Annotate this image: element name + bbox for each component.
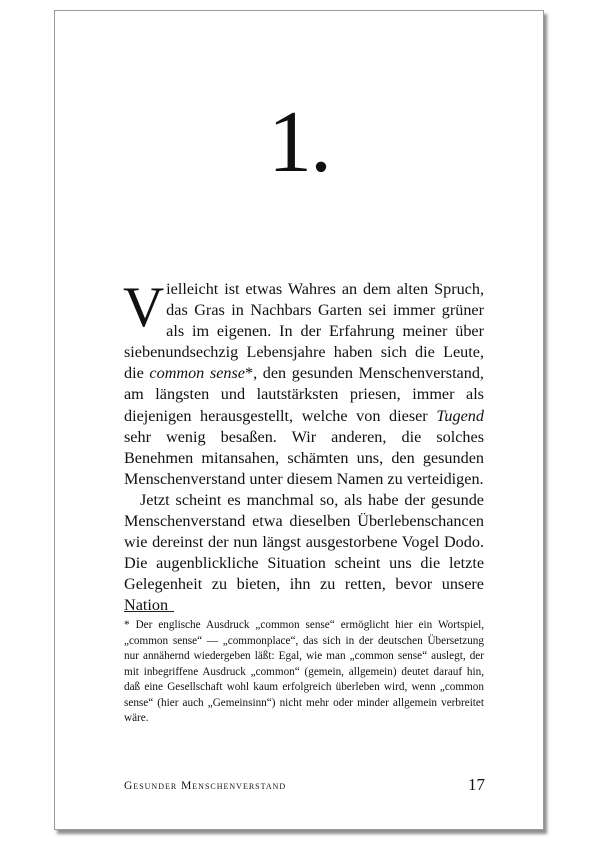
footnote-divider — [124, 611, 174, 612]
paragraph-1-text-b: , den gesunden Menschenverstand, am längsten und lautstärksten priesen, immer als diejenigen herausgestellt, welche von dieser — [124, 364, 484, 425]
footnote-reference: * — [244, 364, 254, 383]
chapter-number: 1. — [268, 94, 330, 191]
footnote — [124, 618, 484, 727]
emphasis-common-sense: common sense — [149, 364, 245, 383]
book-page — [54, 10, 544, 830]
page-number: 17 — [468, 775, 485, 794]
emphasis-tugend: Tugend — [436, 406, 484, 425]
paragraph-1 — [123, 276, 484, 490]
footnote-text: Der englische Ausdruck „common sense“ ermöglicht hier ein Wortspiel, „common sense“ — „commonplace“, das sich in der deutschen Übersetzung nur annähernd wiedergeben läßt: Egal, wie man „common sense“ auslegt, der mit inbegriffene Ausdruck „common“ (gemein, allgemein) deutet darauf hin, daß eine Gesellschaft wohl kaum erfolgreich überleben wird, wenn „common sense“ (hier auch „Gemeinsinn“) nicht mehr oder minder allgemein verbreitet wäre. — [124, 619, 484, 724]
footnote-marker: * — [124, 619, 130, 631]
running-footer-title: Gesunder Menschenverstand — [124, 780, 287, 792]
paragraph-1-text-a: ielleicht ist etwas Wahres an dem alten Spruch, das Gras in Nachbars Garten sei immer grüner als im eigenen. In der Erfahrung meiner über siebenundsechzig Lebensjahre haben sich die Leute, die — [124, 280, 484, 383]
drop-cap: V — [123, 276, 165, 339]
body-text — [123, 276, 484, 617]
paragraph-1-text-c: sehr wenig besaßen. Wir anderen, die solches Benehmen mitansahen, schämten uns, den gesunden Menschenverstand unter diesem Namen zu verteidigen. — [124, 427, 484, 488]
paragraph-2: Jetzt scheint es manchmal so, als habe der gesunde Menschenverstand etwa dieselben Überlebenschancen wie dereinst der nun längst ausgestorbene Vogel Dodo. Die augenblickliche Situation scheint uns die letzte Gelegenheit zu bieten, ihn zu retten, bevor unsere Nation — [124, 490, 484, 615]
